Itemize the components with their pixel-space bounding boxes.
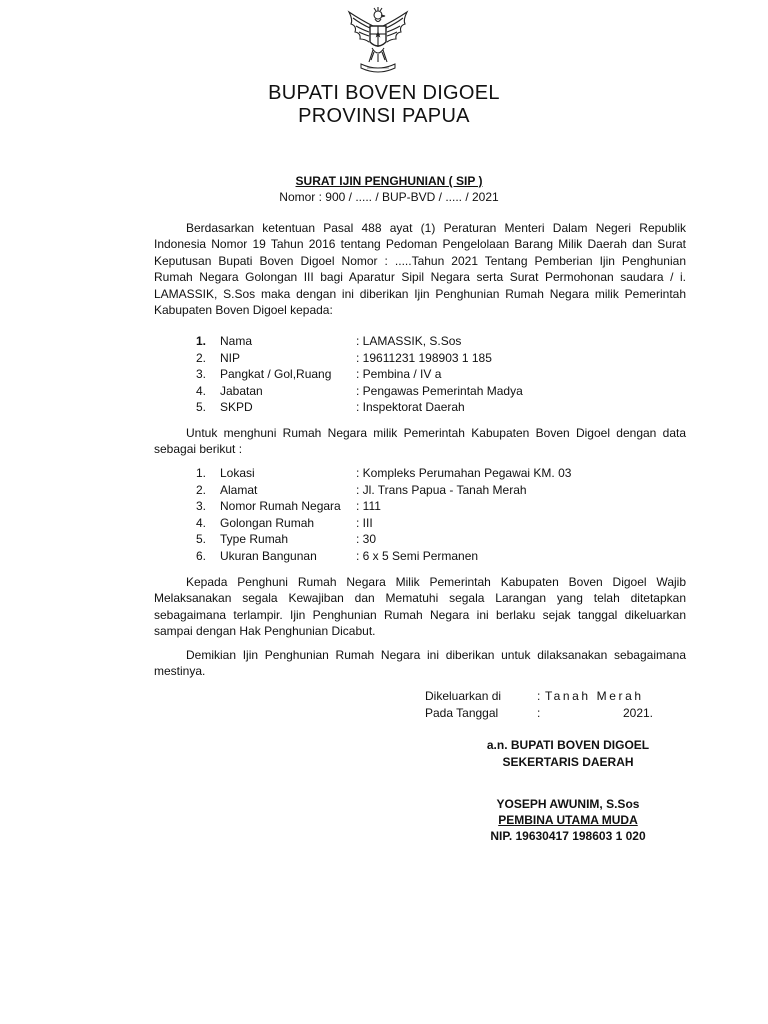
item-label: SKPD	[220, 400, 253, 415]
item-label: Nomor Rumah Negara	[220, 499, 341, 514]
issuance-block	[425, 689, 655, 723]
issued-place-label: Dikeluarkan di	[425, 689, 502, 703]
signatory-nip: NIP. 19630417 198603 1 020	[490, 829, 646, 843]
intro-paragraph: Berdasarkan ketentuan Pasal 488 ayat (1) Peraturan Menteri Dalam Negeri Republik Indonesia Nomor 19 Tahun 2016 tentang Pedoman Pengelolaan Barang Milik Daerah dan Surat Keputusan Bupati Boven Digoel Nomor : .....Tahun 2021 Tentang Pemberian Ijin Penghunian Rumah Negara Golongan III bagi Aparatur Sipil Negara serta Surat Permohonan saudara / i. LAMASSIK, S.Sos maka dengan ini diberikan Ijin Penghunian Rumah Negara milik Pemerintah Kabupaten Boven Digoel kepada:	[154, 221, 686, 318]
issued-date-row	[425, 706, 655, 723]
item-label: Alamat	[220, 482, 258, 497]
item-value: : Jl. Trans Papua - Tanah Merah	[356, 482, 527, 497]
letterhead-regent: BUPATI BOVEN DIGOEL	[268, 82, 500, 104]
item-number: 6.	[196, 548, 207, 563]
item-label: Golongan Rumah	[220, 515, 315, 530]
item-number: 4.	[196, 383, 207, 398]
issued-place-value: Tanah Merah	[545, 689, 644, 703]
document-title: SURAT IJIN PENGHUNIAN ( SIP )	[295, 174, 483, 188]
item-label: Ukuran Bangunan	[220, 548, 317, 563]
closing-paragraph: Demikian Ijin Penghunian Rumah Negara ini diberikan untuk dilaksanakan sebagaimana mestinya.	[154, 648, 686, 679]
item-label: Lokasi	[220, 466, 255, 480]
item-label: Pangkat / Gol,Ruang	[220, 367, 332, 382]
item-value: : 19611231 198903 1 185	[356, 350, 492, 365]
item-value: : Pengawas Pemerintah Madya	[356, 383, 523, 398]
item-label: NIP	[220, 350, 241, 365]
item-number: 3.	[196, 499, 207, 514]
item-value: : III	[356, 515, 373, 530]
issued-date-value: 2021.	[622, 706, 653, 720]
item-number: 1.	[196, 466, 207, 480]
signatory-name: YOSEPH AWUNIM, S.Sos	[496, 797, 640, 811]
item-value: : Inspektorat Daerah	[356, 400, 465, 415]
item-label: Type Rumah	[220, 532, 289, 547]
item-value: : LAMASSIK, S.Sos	[356, 334, 462, 348]
item-number: 3.	[196, 367, 207, 382]
item-number: 1.	[196, 334, 207, 348]
item-label: Nama	[220, 334, 253, 348]
signatory-rank: PEMBINA UTAMA MUDA	[498, 813, 638, 827]
item-value: : 30	[356, 532, 377, 547]
item-number: 5.	[196, 400, 207, 415]
document-number: Nomor : 900 / ..... / BUP-BVD / ..... / 2021	[279, 190, 499, 204]
signatory-office: SEKERTARIS DAERAH	[502, 755, 634, 769]
item-label: Jabatan	[220, 383, 263, 398]
garuda-pancasila-emblem-icon	[343, 6, 413, 76]
letterhead-province: PROVINSI PAPUA	[298, 105, 470, 127]
item-number: 5.	[196, 532, 207, 547]
item-number: 2.	[196, 482, 207, 497]
item-value: : 111	[356, 499, 381, 514]
item-number: 4.	[196, 515, 207, 530]
issued-date-label: Pada Tanggal	[425, 706, 499, 720]
item-value: : 6 x 5 Semi Permanen	[356, 548, 479, 563]
signatory-on-behalf: a.n. BUPATI BOVEN DIGOEL	[486, 738, 650, 752]
issued-date-colon: :	[537, 706, 541, 720]
occupancy-paragraph: Untuk menghuni Rumah Negara milik Pemerintah Kabupaten Boven Digoel dengan data sebagai berikut :	[154, 426, 686, 457]
item-value: : Pembina / IV a	[356, 367, 442, 382]
issued-place-row	[425, 689, 655, 706]
obligations-paragraph: Kepada Penghuni Rumah Negara Milik Pemerintah Kabupaten Boven Digoel Wajib Melaksanakan segala Kewajiban dan Mematuhi segala Larangan yang telah ditetapkan sebagaimana terlampir. Ijin Penghunian Rumah Negara ini berlaku sejak tanggal dikeluarkan sampai dengan Hak Penghunian Dicabut.	[154, 575, 686, 639]
item-value: : Kompleks Perumahan Pegawai KM. 03	[356, 466, 572, 480]
item-number: 2.	[196, 350, 207, 365]
issued-place-colon: :	[537, 689, 541, 703]
